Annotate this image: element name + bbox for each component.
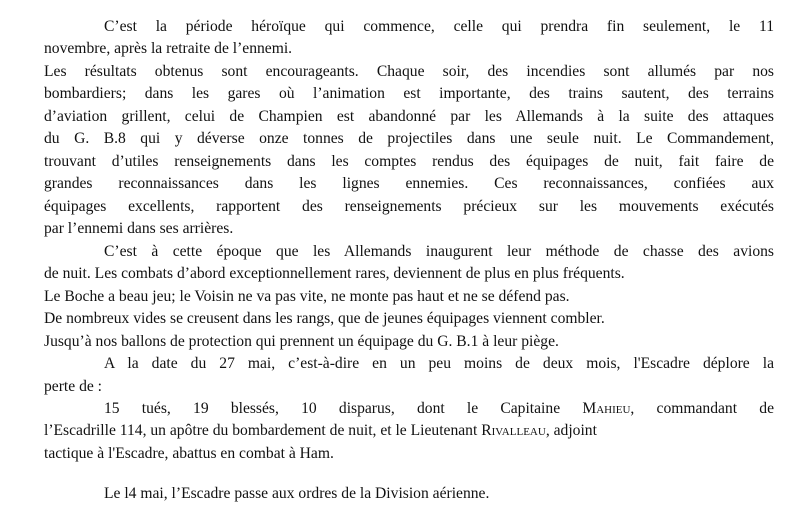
text-line-21: Le l4 mai, l’Escadre passe aux ordres de la Division aérienne. bbox=[104, 485, 490, 502]
escadrille-text: l’Escadrille 114, un apôtre du bombardement de nuit, et le Lieutenant bbox=[44, 422, 478, 439]
text-line-17: perte de : bbox=[44, 378, 103, 395]
casualties-text: 15 tués, 19 blessés, 10 disparus, dont le Capitaine bbox=[104, 400, 583, 417]
text-line-16: A la date du 27 mai, c’est-à-dire en un peu moins de deux mois, l'Escadre déplore la bbox=[104, 355, 774, 372]
text-line-19 bbox=[44, 421, 774, 441]
text-line-9: équipages excellents, rapportent des renseignements précieux sur les mouvements exécutés bbox=[44, 198, 774, 215]
text-line-10: par l’ennemi dans ses arrières. bbox=[44, 220, 234, 237]
text-line-6: du G. B.8 qui y déverse onze tonnes de projectiles dans une seule nuit. Le Commandement, bbox=[44, 130, 774, 147]
text-line-4: bombardiers; dans les gares où l’animation est importante, des trains sautent, des terrains bbox=[44, 85, 774, 102]
text-line-11: C’est à cette époque que les Allemands inaugurent leur méthode de chasse des avions bbox=[104, 243, 774, 260]
text-line-14: De nombreux vides se creusent dans les rangs, que de jeunes équipages viennent combler. bbox=[44, 310, 605, 327]
text-line-20: tactique à l'Escadre, abattus en combat à Ham. bbox=[44, 445, 334, 462]
text-line-1: C’est la période héroïque qui commence, celle qui prendra fin seulement, le 11 bbox=[104, 18, 774, 35]
adjoint-text: , adjoint bbox=[545, 422, 597, 439]
text-line-7: trouvant d’utiles renseignements dans les comptes rendus des équipages de nuit, fait faire de bbox=[44, 153, 774, 170]
text-line-2: novembre, après la retraite de l’ennemi. bbox=[44, 40, 293, 57]
officer-name-rivalleau: Rivalleau bbox=[481, 422, 546, 439]
casualties-text-end: , commandant de bbox=[630, 400, 774, 417]
officer-name-mahieu: Mahieu bbox=[582, 400, 631, 417]
text-line-12: de nuit. Les combats d’abord exceptionnellement rares, deviennent de plus en plus fréquents. bbox=[44, 265, 625, 282]
text-line-18 bbox=[104, 399, 774, 419]
text-line-15: Jusqu’à nos ballons de protection qui prennent un équipage du G. B.1 à leur piège. bbox=[44, 333, 559, 350]
text-line-13: Le Boche a beau jeu; le Voisin ne va pas vite, ne monte pas haut et ne se défend pas. bbox=[44, 288, 570, 305]
text-line-5: d’aviation grillent, celui de Champien est abandonné par les Allemands à la suite des attaques bbox=[44, 108, 774, 125]
text-line-8: grandes reconnaissances dans les lignes ennemies. Ces reconnaissances, confiées aux bbox=[44, 175, 774, 192]
text-line-3: Les résultats obtenus sont encourageants. Chaque soir, des incendies sont allumés par nos bbox=[44, 63, 774, 80]
